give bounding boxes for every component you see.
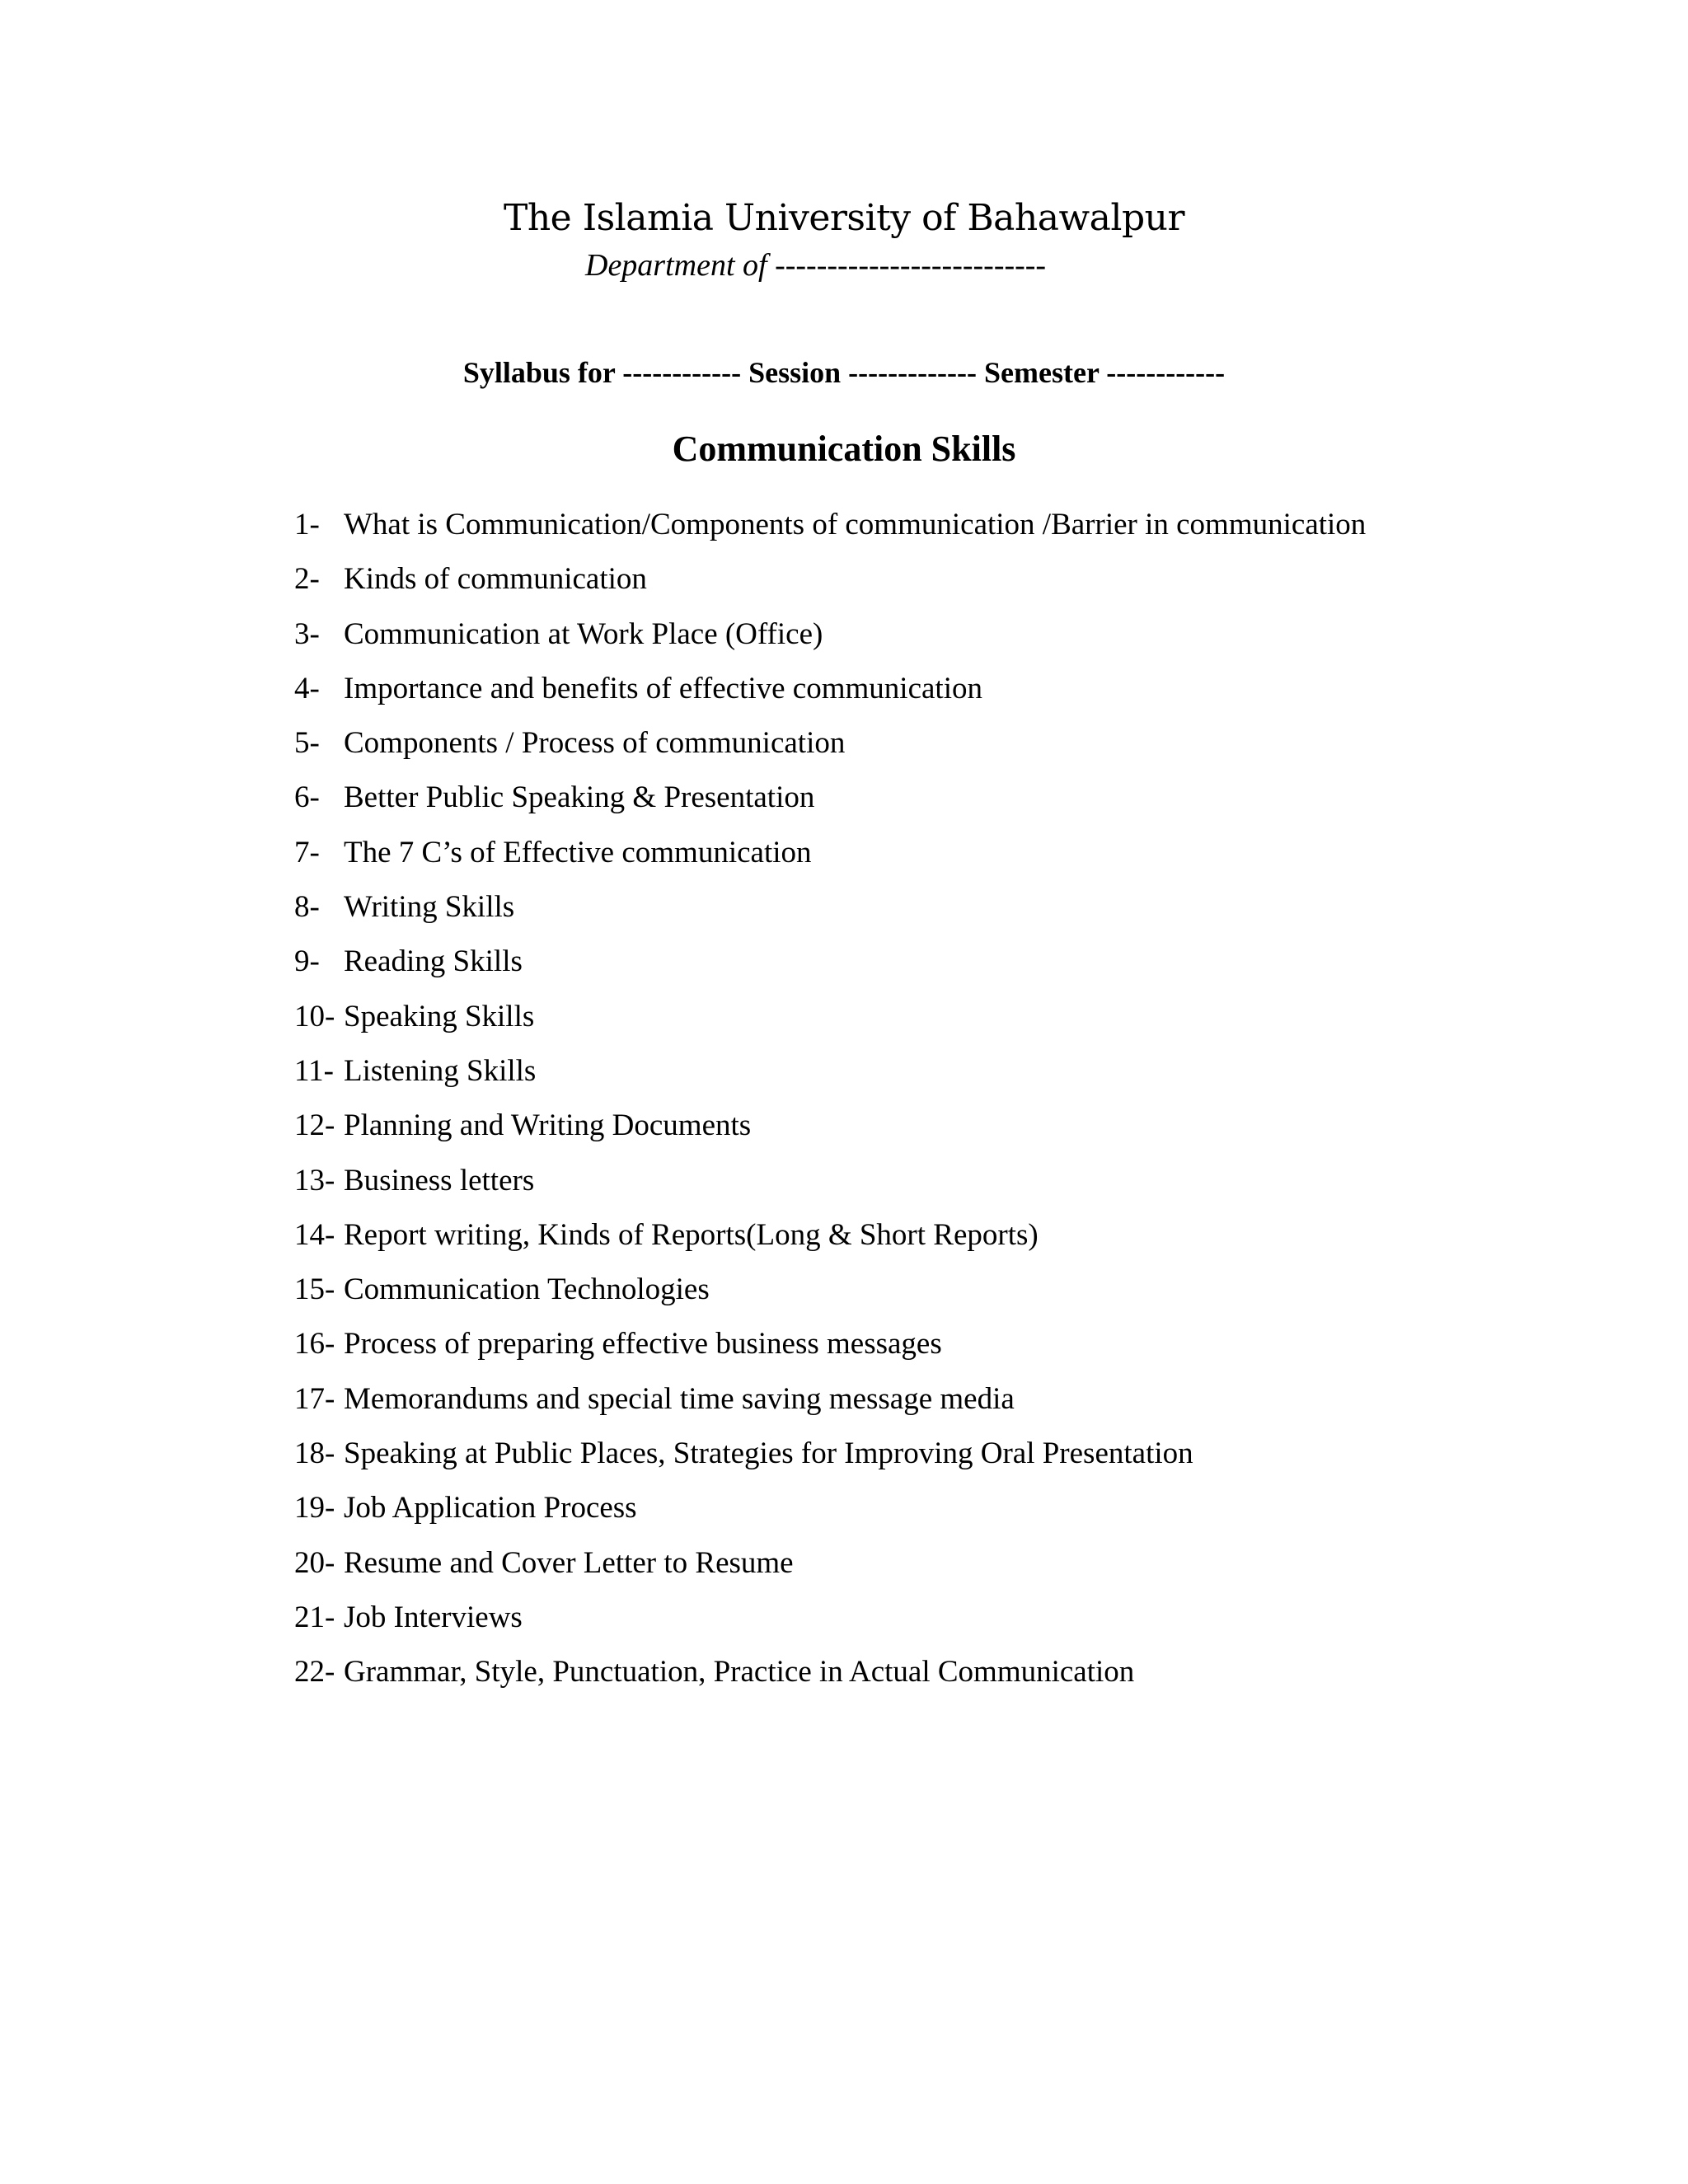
topic-number: 19- [294,1491,335,1526]
topic-number: 13- [294,1163,335,1197]
topic-text: What is Communication/Components of communication /Barrier in communication [344,508,1367,541]
topic-number: 11- [294,1053,334,1088]
topic-text: Communication at Work Place (Office) [344,616,823,651]
list-item [294,1051,1366,1105]
topic-text: Process of preparing effective business messages [344,1327,942,1361]
list-item [294,777,1366,832]
topic-text: Grammar, Style, Punctuation, Practice in Actual Communication [344,1655,1135,1690]
topic-number: 9- [294,944,320,979]
topic-text: Listening Skills [344,1053,537,1088]
course-title: Communication Skills [672,429,1016,469]
list-item [294,996,1366,1051]
list-item [294,614,1366,668]
topic-text: Writing Skills [344,890,515,925]
topic-number: 20- [294,1545,335,1580]
department-line [585,245,1046,286]
topic-text: Report writing, Kinds of Reports(Long & Short Reports) [344,1217,1039,1252]
topic-number: 15- [294,1272,335,1307]
topic-number: 14- [294,1217,335,1252]
list-item [294,832,1366,887]
topic-text: Job Interviews [344,1600,523,1634]
topic-number: 18- [294,1436,335,1471]
list-item [294,1105,1366,1160]
list-item [294,1324,1366,1378]
list-item [294,1160,1366,1215]
list-item [294,1652,1366,1706]
topic-text: Reading Skills [344,944,523,979]
department-blank: -------------------------- [767,248,1047,283]
topic-text: Memorandums and special time saving message media [344,1381,1015,1416]
topic-number: 2- [294,562,320,597]
topic-text: Communication Technologies [344,1272,710,1307]
list-item [294,941,1366,996]
topic-number: 3- [294,616,320,651]
topic-number: 10- [294,999,335,1033]
list-item [294,1597,1366,1652]
list-item [294,1379,1366,1433]
topic-text: The 7 C’s of Effective communication [344,835,812,869]
topic-list [294,504,1366,1707]
list-item [294,504,1366,559]
list-item [294,1269,1366,1324]
list-item [294,559,1366,613]
topic-text: Job Application Process [344,1491,637,1526]
syllabus-line: Syllabus for ------------ Session ------------- Semester ------------ [462,356,1226,389]
topic-number: 21- [294,1600,335,1634]
list-item [294,723,1366,777]
topic-number: 17- [294,1381,335,1416]
topic-text: Importance and benefits of effective communication [344,671,982,705]
topic-number: 16- [294,1327,335,1361]
department-label: Department of [585,248,767,283]
list-item [294,668,1366,723]
topic-number: 4- [294,671,320,705]
topic-text: Components / Process of communication [344,726,846,761]
topic-text: Business letters [344,1163,535,1197]
topic-number: 8- [294,890,320,925]
list-item [294,1215,1366,1269]
topic-number: 12- [294,1108,335,1143]
topic-number: 5- [294,726,320,761]
topic-text: Resume and Cover Letter to Resume [344,1545,794,1580]
university-name: The Islamia University of Bahawalpur [504,197,1184,239]
topic-text: Speaking Skills [344,999,535,1033]
topic-text: Planning and Writing Documents [344,1108,752,1143]
list-item [294,1488,1366,1542]
topic-text: Kinds of communication [344,562,647,597]
list-item [294,887,1366,941]
topic-number: 1- [294,508,320,541]
topic-text: Speaking at Public Places, Strategies for Improving Oral Presentation [344,1436,1193,1471]
topic-number: 22- [294,1655,335,1690]
topic-text: Better Public Speaking & Presentation [344,780,815,815]
topic-number: 7- [294,835,320,869]
list-item [294,1543,1366,1597]
list-item [294,1433,1366,1488]
topic-number: 6- [294,780,320,815]
